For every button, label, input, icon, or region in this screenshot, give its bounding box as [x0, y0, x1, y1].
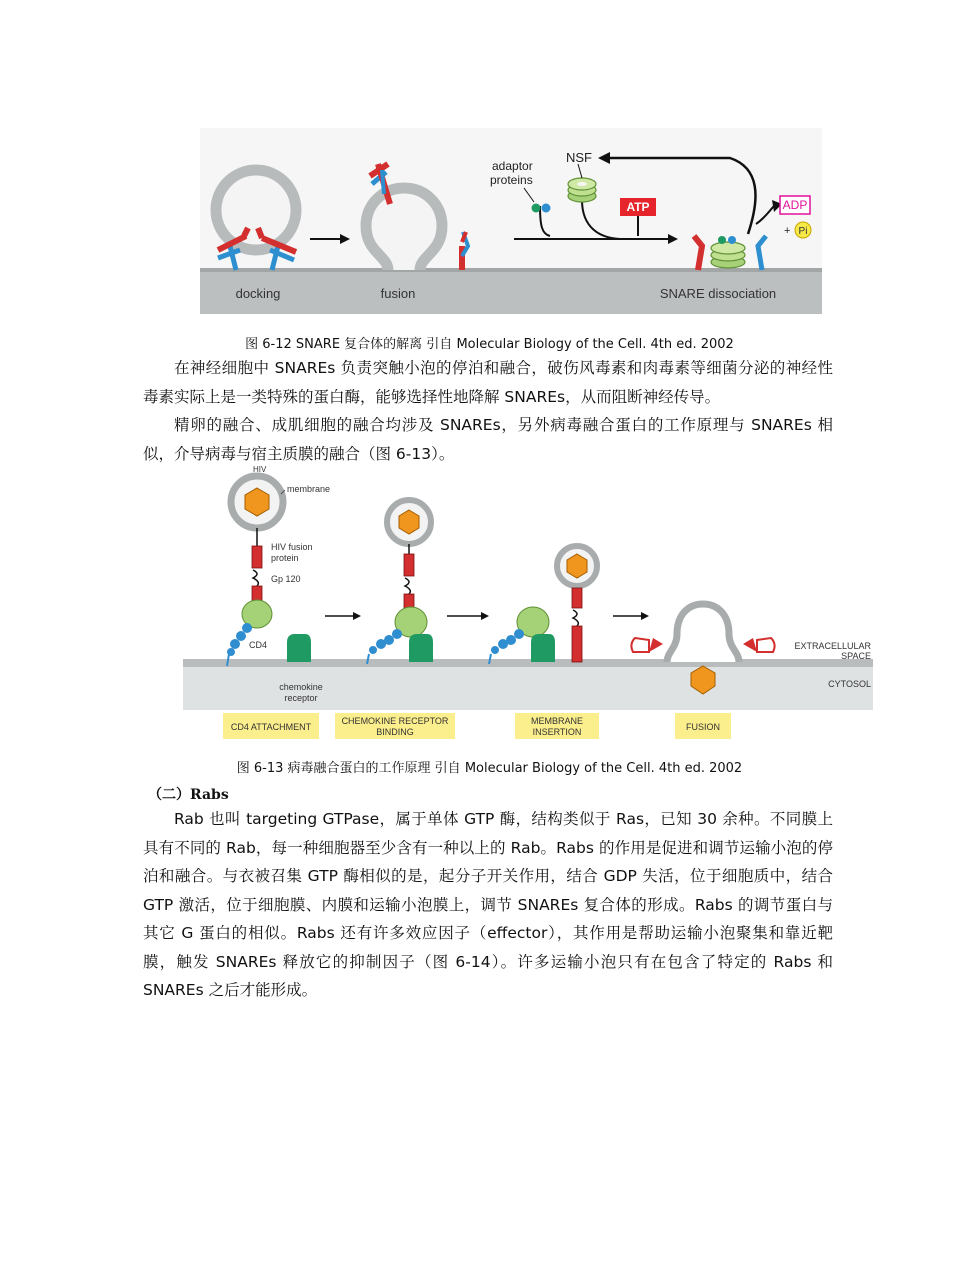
- body-paragraphs-1: [143, 354, 833, 468]
- vesicle-fusing: [366, 188, 442, 270]
- figure-virus-fusion-protein: [183, 466, 873, 742]
- host-membrane: [183, 659, 873, 667]
- body-paragraphs-2: [143, 805, 833, 1005]
- label-hiv-fusion-2: protein: [271, 553, 299, 563]
- label-docking: docking: [235, 286, 281, 301]
- label-hiv-fusion-1: HIV fusion: [271, 542, 313, 552]
- label-step-4: FUSION: [685, 722, 721, 732]
- figure2-caption: 图 6-13 病毒融合蛋白的工作原理 引自 Molecular Biology of the Cell. 4th ed. 2002: [236, 761, 743, 776]
- label-nsf: NSF: [566, 150, 592, 165]
- label-gp120: Gp 120: [271, 574, 301, 584]
- label-extracellular-2: SPACE: [841, 651, 871, 661]
- label-pi: Pi: [798, 226, 808, 237]
- label-chemokine-2: receptor: [284, 693, 318, 703]
- section-heading-rabs: （二）Rabs: [148, 787, 229, 803]
- label-step-1: CD4 ATTACHMENT: [230, 722, 312, 732]
- label-step-2-line1: CHEMOKINE RECEPTOR: [341, 716, 449, 726]
- paragraph-rabs: Rab 也叫 targeting GTPase，属于单体 GTP 酶，结构类似于 Ras，已知 30 余种。不同膜上具有不同的 Rab，每一种细胞器至少含有一种以上的 Rab。Rabs 的作用是促进和调节运输小泡的停泊和融合。与衣被召集 GTP 酶相似的是，起分子开关作用，结合 GDP 失活，位于细胞质中，结合 GTP 激活，位于细胞膜、内膜和运输小泡膜上，调节 SNAREs 复合体的形成。Rabs 的调节蛋白与其它 G 蛋白的相似。Rabs 还有许多效应因子（effector），其作用是帮助运输小泡聚集和靠近靶膜，触发 SNAREs 释放它的抑制因子（图 6-14）。许多运输小泡只有在包含了特定的 Rabs 和 SNAREs 之后才能形成。: [143, 810, 833, 999]
- label-hiv: HIV: [253, 466, 267, 474]
- label-adaptor: adaptor: [492, 159, 533, 173]
- figure1-caption: 图 6-12 SNARE 复合体的解离 引自 Molecular Biology of the Cell. 4th ed. 2002: [245, 337, 734, 352]
- label-step-3-line1: MEMBRANE: [530, 716, 584, 726]
- figure-snare-dissociation: [200, 128, 822, 314]
- label-plus: +: [784, 225, 791, 237]
- label-step-2-line2: BINDING: [376, 727, 414, 737]
- paragraph-snare-neuron: 在神经细胞中 SNAREs 负责突触小泡的停泊和融合，破伤风毒素和肉毒素等细菌分泌的神经性毒素实际上是一类特殊的蛋白酶，能够选择性地降解 SNAREs，从而阻断神经传导。: [143, 359, 833, 406]
- label-cd4: CD4: [249, 640, 268, 650]
- label-membrane: membrane: [287, 484, 331, 494]
- label-proteins: proteins: [490, 173, 533, 187]
- label-step-3-line2: INSERTION: [532, 727, 582, 737]
- label-fusion: fusion: [380, 286, 416, 301]
- chemokine-receptor-1: [287, 634, 311, 662]
- label-cytosol: CYTOSOL: [828, 679, 871, 689]
- label-extracellular-1: EXTRACELLULAR: [794, 641, 871, 651]
- vesicle-docking: [216, 170, 296, 250]
- label-adp: ADP: [782, 198, 808, 212]
- label-atp: ATP: [626, 200, 650, 214]
- paragraph-snare-fusion: 精卵的融合、成肌细胞的融合均涉及 SNAREs，另外病毒融合蛋白的工作原理与 SNAREs 相似，介导病毒与宿主质膜的融合（图 6-13）。: [143, 416, 833, 463]
- label-snare-dissociation: SNARE dissociation: [659, 286, 777, 301]
- label-chemokine-1: chemokine: [279, 682, 323, 692]
